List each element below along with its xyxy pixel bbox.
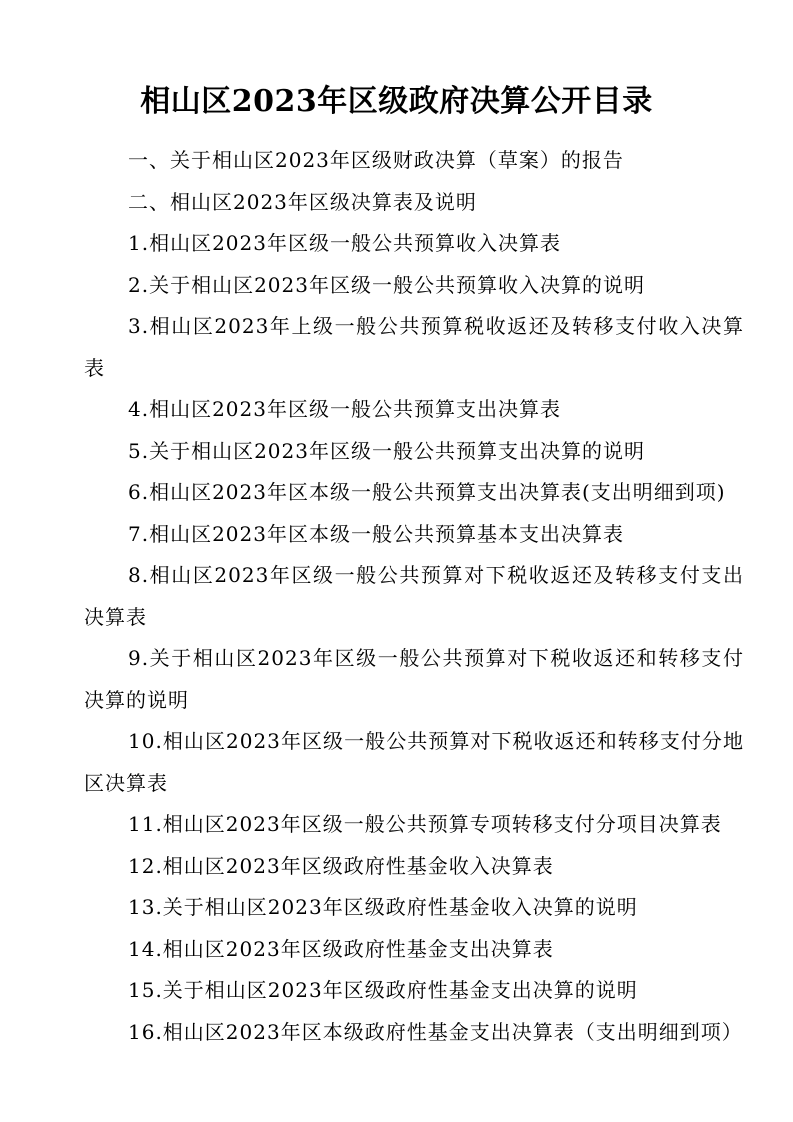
catalog-entry: 15.关于相山区2023年区级政府性基金支出决算的说明 bbox=[128, 978, 638, 1002]
catalog-entry: 16.相山区2023年区本级政府性基金支出决算表（支出明细到项） bbox=[128, 1019, 743, 1044]
catalog-entry: 7.相山区2023年区本级一般公共预算基本支出决算表 bbox=[128, 521, 624, 546]
catalog-entry: 13.关于相山区2023年区级政府性基金收入决算的说明 bbox=[128, 895, 638, 919]
catalog-list bbox=[84, 140, 744, 1053]
catalog-entry: 二、相山区2023年区级决算表及说明 bbox=[128, 189, 477, 214]
catalog-entry: 10.相山区2023年区级一般公共预算对下税收返还和转移支付分地区决算表 bbox=[84, 729, 744, 795]
catalog-entry: 3.相山区2023年上级一般公共预算税收返还及转移支付收入决算表 bbox=[84, 314, 744, 380]
page-title: 相山区2023年区级政府决算公开目录 bbox=[140, 84, 653, 119]
catalog-entry: 一、关于相山区2023年区级财政决算（草案）的报告 bbox=[128, 148, 624, 172]
catalog-entry: 4.相山区2023年区级一般公共预算支出决算表 bbox=[128, 397, 561, 421]
catalog-entry: 11.相山区2023年区级一般公共预算专项转移支付分项目决算表 bbox=[128, 812, 722, 836]
catalog-entry: 14.相山区2023年区级政府性基金支出决算表 bbox=[128, 936, 554, 961]
catalog-entry: 5.关于相山区2023年区级一般公共预算支出决算的说明 bbox=[128, 438, 645, 463]
catalog-entry: 12.相山区2023年区级政府性基金收入决算表 bbox=[128, 853, 554, 878]
catalog-entry: 6.相山区2023年区本级一般公共预算支出决算表(支出明细到项) bbox=[128, 480, 726, 504]
catalog-entry: 1.相山区2023年区级一般公共预算收入决算表 bbox=[128, 231, 561, 255]
catalog-entry: 8.相山区2023年区级一般公共预算对下税收返还及转移支付支出决算表 bbox=[84, 563, 744, 629]
catalog-entry: 9.关于相山区2023年区级一般公共预算对下税收返还和转移支付决算的说明 bbox=[84, 646, 744, 712]
catalog-entry: 2.关于相山区2023年区级一般公共预算收入决算的说明 bbox=[128, 272, 645, 297]
